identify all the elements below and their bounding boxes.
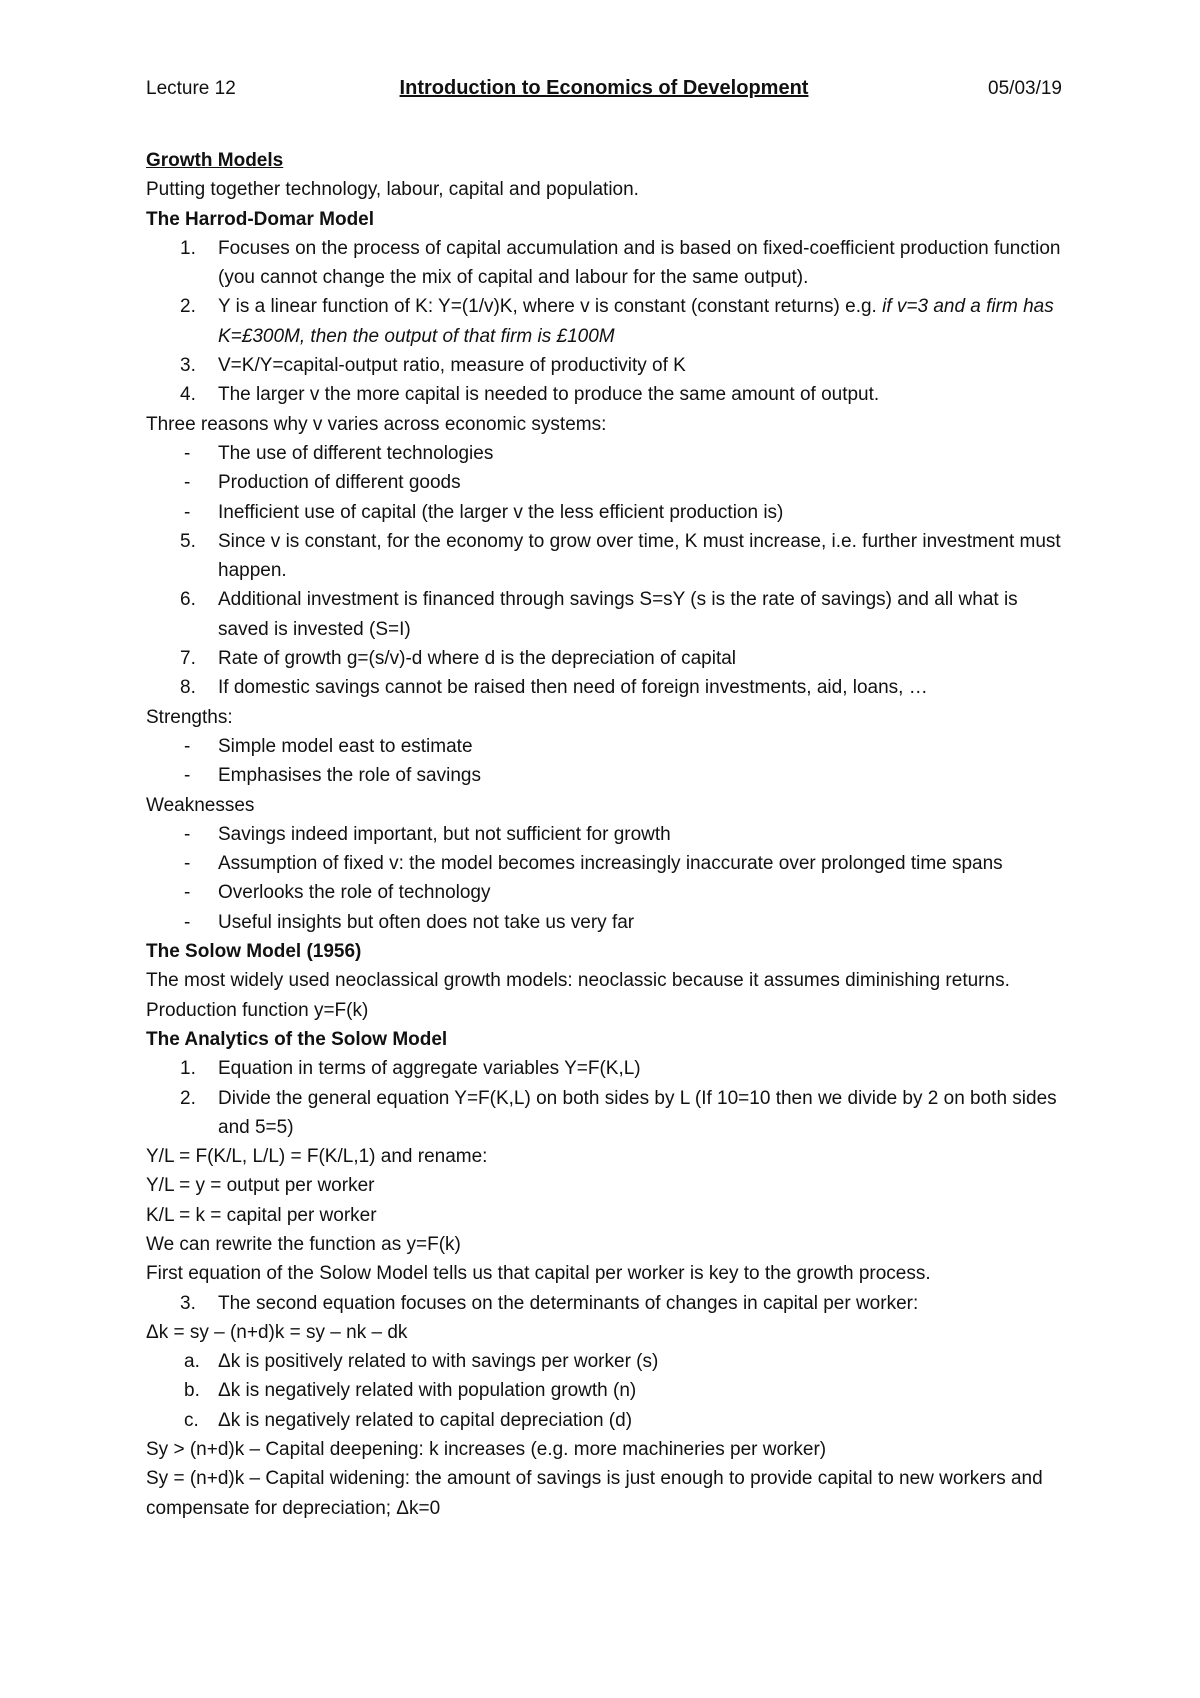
- list-text: V=K/Y=capital-output ratio, measure of productivity of K: [218, 355, 686, 377]
- list-item: [146, 292, 1066, 351]
- list-number: 8.: [180, 677, 196, 699]
- list-letter: b.: [184, 1380, 200, 1402]
- list-item: [146, 351, 1066, 380]
- bullet-item: [146, 439, 1066, 468]
- list-text: Rate of growth g=(s/v)-d where d is the depreciation of capital: [218, 648, 737, 670]
- bullet-item: [146, 732, 1066, 761]
- text-line: Y/L = y = output per worker: [146, 1175, 375, 1197]
- strengths-label: Strengths:: [146, 706, 233, 728]
- section-heading-growth-models: Growth Models: [146, 150, 284, 171]
- bullet-text: Overlooks the role of technology: [218, 882, 491, 904]
- section-heading-harrod-domar: The Harrod-Domar Model: [146, 208, 375, 230]
- list-text: If domestic savings cannot be raised then need of foreign investments, aid, loans, …: [218, 677, 928, 699]
- weaknesses-label: Weaknesses: [146, 794, 255, 816]
- list-number: 2.: [180, 1087, 196, 1109]
- bullet-text: Production of different goods: [218, 472, 461, 494]
- text-line: Y/L = F(K/L, L/L) = F(K/L,1) and rename:: [146, 1146, 488, 1168]
- list-number: 1.: [180, 237, 196, 259]
- list-text: Focuses on the process of capital accumulation and is based on fixed-coefficient production function (you cannot change the mix of capital and labour for the same output).: [218, 237, 1061, 289]
- list-letter: c.: [184, 1409, 199, 1431]
- list-item: [146, 1376, 1066, 1405]
- bullet-item: [146, 878, 1066, 907]
- list-text: Equation in terms of aggregate variables Y=F(K,L): [218, 1058, 641, 1080]
- bullet-item: [146, 908, 1066, 937]
- bullet-item: [146, 820, 1066, 849]
- dash-bullet: -: [184, 442, 191, 464]
- document-body: [146, 146, 1066, 1523]
- list-item: [146, 234, 1066, 293]
- list-number: 2.: [180, 296, 196, 318]
- capital-widening-line: Sy = (n+d)k – Capital widening: the amount of savings is just enough to provide capital to new workers and compensate for depreciation; Δk=0: [146, 1468, 1043, 1519]
- list-text: The larger v the more capital is needed to produce the same amount of output.: [218, 384, 880, 406]
- list-text: The second equation focuses on the determinants of changes in capital per worker:: [218, 1292, 919, 1314]
- dash-bullet: -: [184, 911, 191, 933]
- list-item: [146, 1406, 1066, 1435]
- dash-bullet: -: [184, 501, 191, 523]
- list-text: Y is a linear function of K: Y=(1/v)K, where v is constant (constant returns) e.g.: [218, 296, 883, 318]
- bullet-item: [146, 761, 1066, 790]
- section-heading-solow: The Solow Model (1956): [146, 941, 362, 963]
- dash-bullet: -: [184, 735, 191, 757]
- list-text: Additional investment is financed through savings S=sY (s is the rate of savings) and all what is saved is invested (S=I): [218, 589, 1018, 640]
- dash-bullet: -: [184, 882, 191, 904]
- list-item: [146, 644, 1066, 673]
- bullet-text: Emphasises the role of savings: [218, 765, 481, 787]
- dash-bullet: -: [184, 853, 191, 875]
- list-number: 7.: [180, 648, 196, 670]
- list-text: Since v is constant, for the economy to grow over time, K must increase, i.e. further investment must happen.: [218, 530, 1061, 582]
- text-line: First equation of the Solow Model tells us that capital per worker is key to the growth process.: [146, 1263, 931, 1285]
- list-text: Δk is negatively related with population growth (n): [218, 1380, 637, 1402]
- solow-intro: The most widely used neoclassical growth models: neoclassic because it assumes diminishing returns. Production function y=F(k): [146, 970, 1010, 1021]
- list-number: 5.: [180, 530, 196, 552]
- document-title: Introduction to Economics of Development: [399, 77, 809, 99]
- page-header: [146, 74, 1062, 104]
- list-item: [146, 1054, 1066, 1083]
- list-number: 3.: [180, 355, 196, 377]
- text-line: K/L = k = capital per worker: [146, 1204, 377, 1226]
- capital-deepening-line: Sy > (n+d)k – Capital deepening: k increases (e.g. more machineries per worker): [146, 1439, 827, 1461]
- bullet-item: [146, 498, 1066, 527]
- dash-bullet: -: [184, 472, 191, 494]
- dash-bullet: -: [184, 765, 191, 787]
- lecture-date: 05/03/19: [988, 78, 1062, 99]
- list-item: [146, 1347, 1066, 1376]
- list-number: 4.: [180, 384, 196, 406]
- list-text: Δk is positively related to with savings per worker (s): [218, 1351, 659, 1373]
- text-line: We can rewrite the function as y=F(k): [146, 1233, 461, 1255]
- list-item: [146, 380, 1066, 409]
- capital-change-equation: Δk = sy – (n+d)k = sy – nk – dk: [146, 1321, 408, 1343]
- bullet-text: Savings indeed important, but not sufficient for growth: [218, 823, 671, 845]
- bullet-text: Assumption of fixed v: the model becomes increasingly inaccurate over prolonged time spans: [218, 853, 1003, 875]
- bullet-text: Inefficient use of capital (the larger v the less efficient production is): [218, 501, 784, 523]
- list-number: 3.: [180, 1292, 196, 1314]
- section-heading-solow-analytics: The Analytics of the Solow Model: [146, 1028, 448, 1050]
- bullet-text: Useful insights but often does not take us very far: [218, 911, 635, 933]
- list-number: 6.: [180, 589, 196, 611]
- list-item: [146, 1289, 1066, 1318]
- list-text: Δk is negatively related to capital depreciation (d): [218, 1409, 633, 1431]
- bullet-item: [146, 849, 1066, 878]
- lecture-number: Lecture 12: [146, 78, 236, 99]
- list-text: Divide the general equation Y=F(K,L) on both sides by L (If 10=10 then we divide by 2 on both sides and 5=5): [218, 1087, 1057, 1138]
- reasons-label: Three reasons why v varies across economic systems:: [146, 413, 607, 435]
- list-text-italic: if v=3 and a firm has K=£300M, then the output of that firm is £100M: [218, 296, 1054, 347]
- dash-bullet: -: [184, 823, 191, 845]
- growth-models-intro: Putting together technology, labour, capital and population.: [146, 179, 639, 201]
- list-item: [146, 1084, 1066, 1143]
- bullet-item: [146, 468, 1066, 497]
- list-item: [146, 527, 1066, 586]
- list-item: [146, 585, 1066, 644]
- bullet-text: The use of different technologies: [218, 442, 494, 464]
- bullet-text: Simple model east to estimate: [218, 735, 473, 757]
- list-number: 1.: [180, 1058, 196, 1080]
- list-letter: a.: [184, 1351, 200, 1373]
- list-item: [146, 673, 1066, 702]
